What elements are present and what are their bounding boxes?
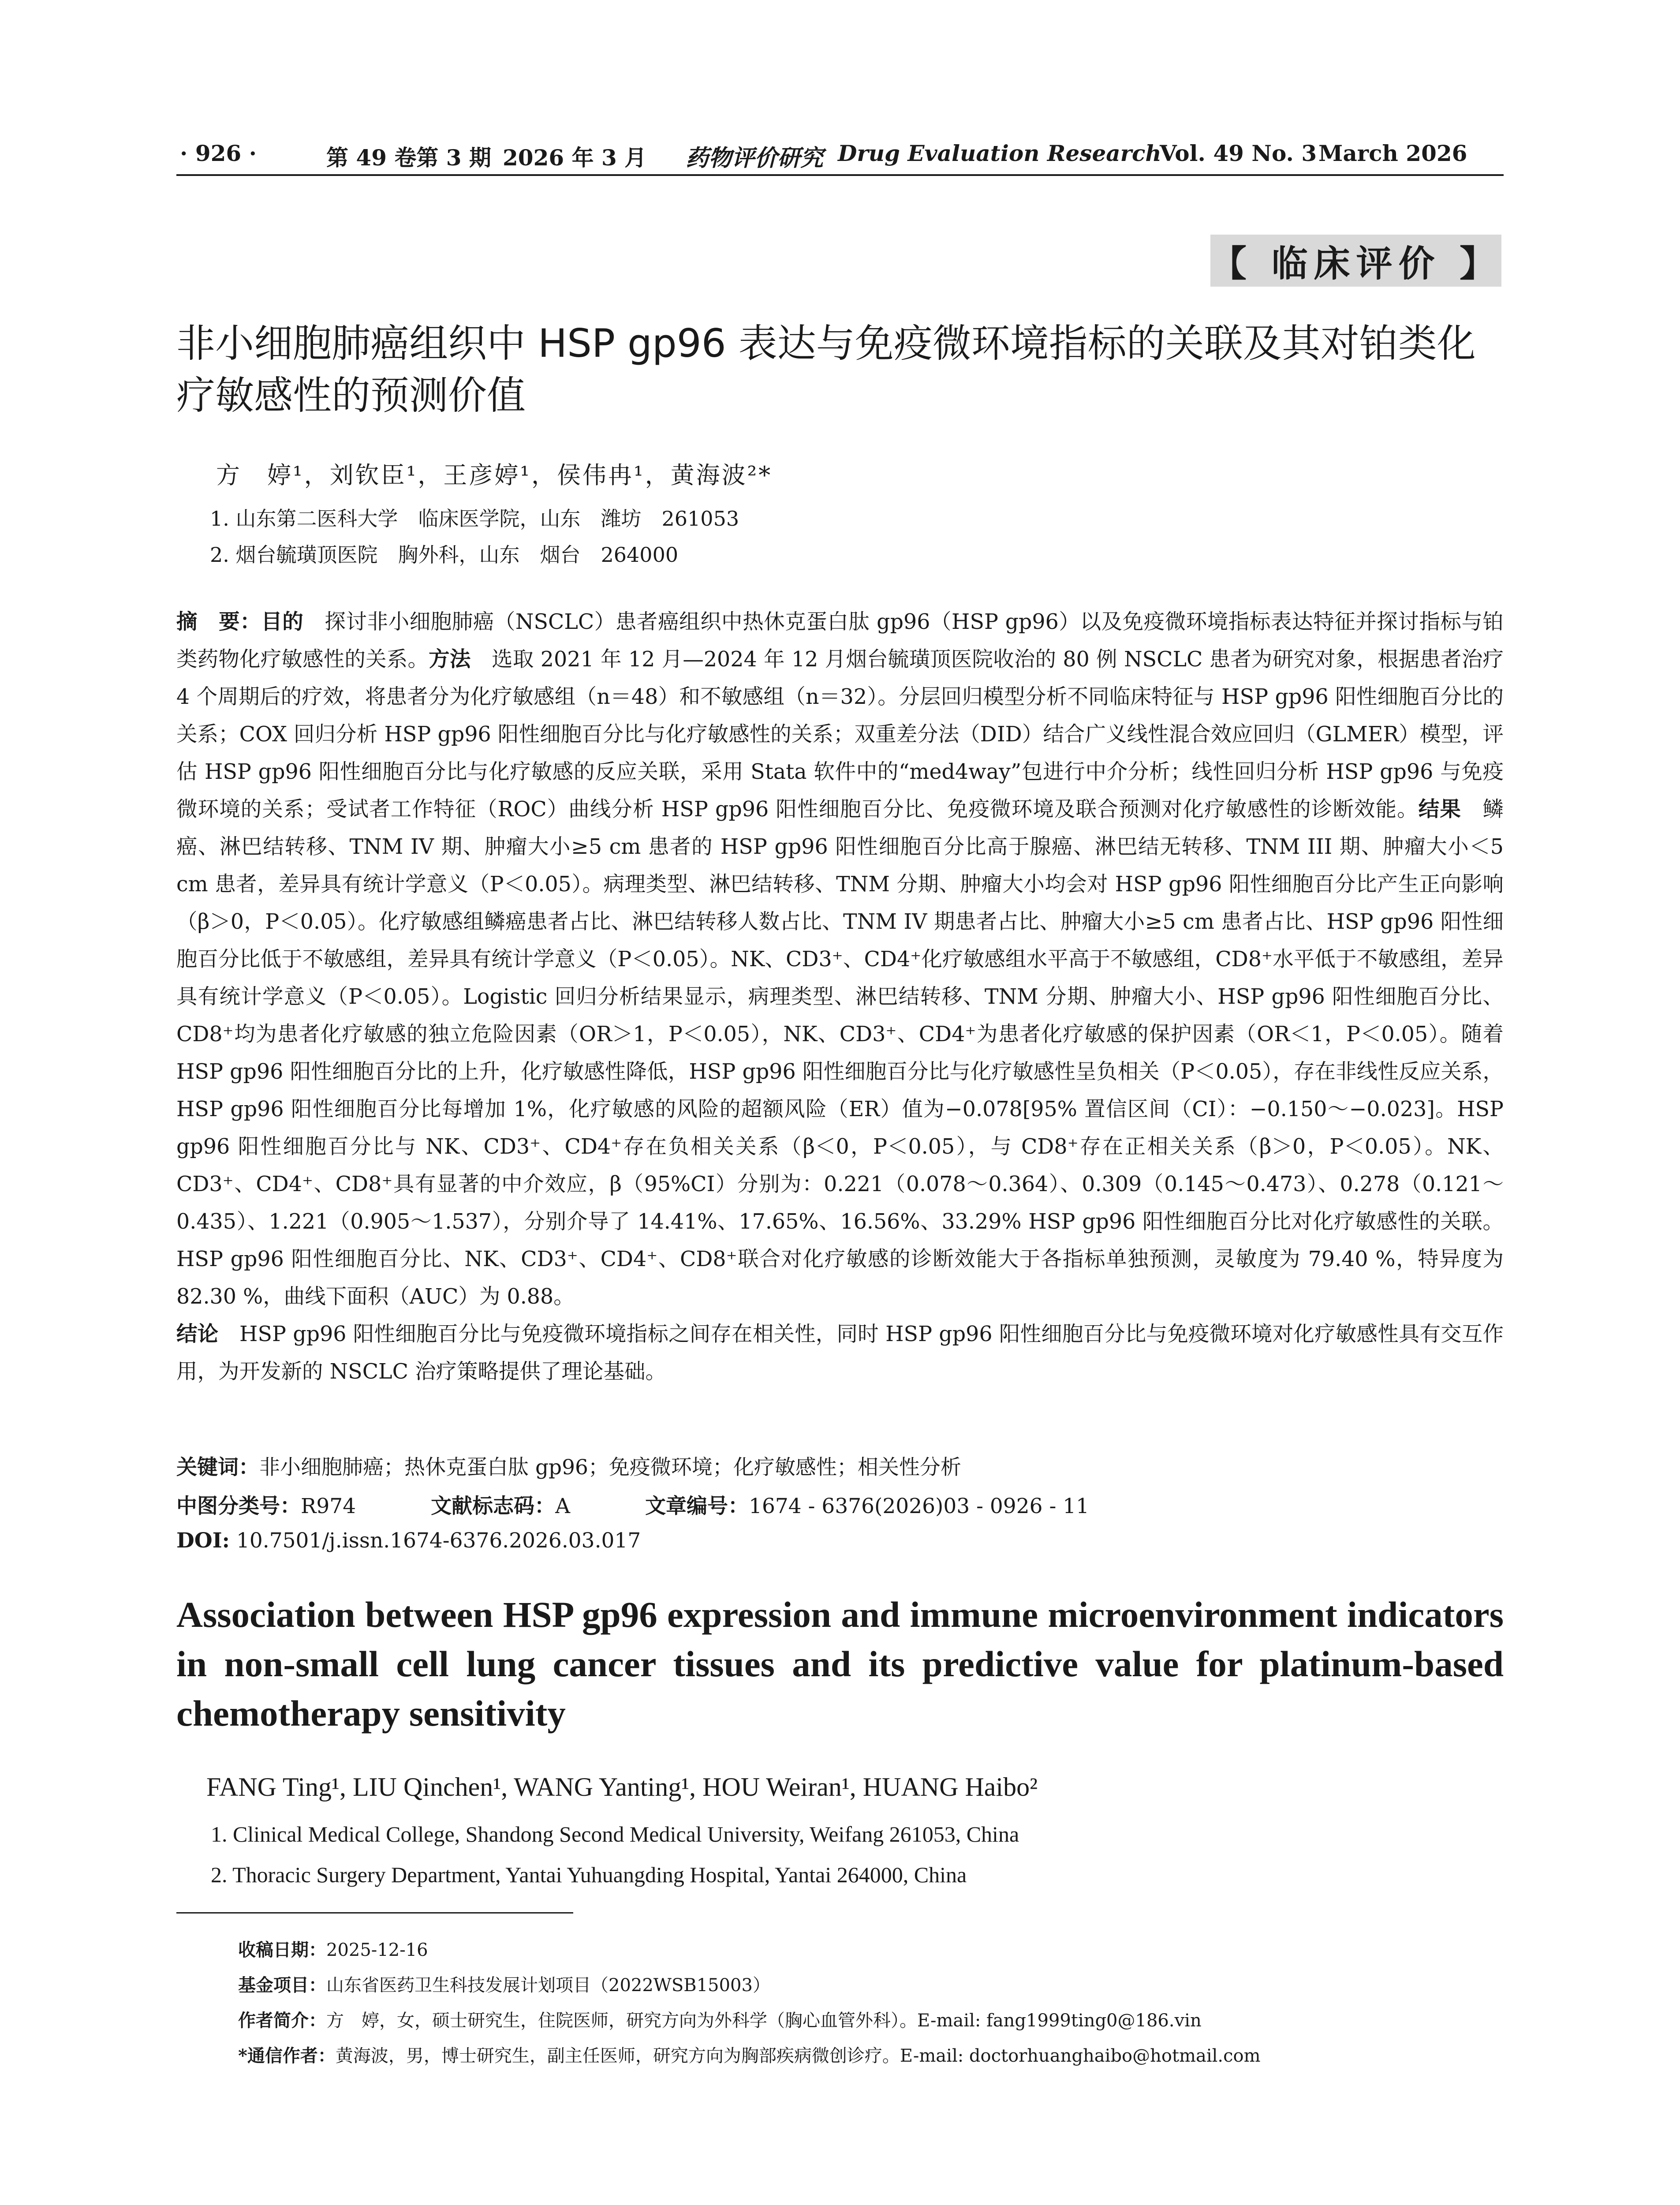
footnote-corresponding — [238, 2042, 1261, 2067]
footnote-fund — [238, 1971, 770, 1996]
abstract-label: 摘 要： — [176, 609, 261, 634]
article-no-value: 1674 - 6376(2026)03 - 0926 - 11 — [749, 1494, 1090, 1518]
doi — [176, 1529, 641, 1553]
conclusion-label: 结论 — [176, 1322, 219, 1346]
keywords-value: 非小细胞肺癌；热休克蛋白肽 gp96；免疫微环境；化疗敏感性；相关性分析 — [259, 1455, 961, 1480]
footnote-received — [238, 1936, 428, 1961]
fund-label: 基金项目： — [238, 1975, 326, 1996]
corr-label: *通信作者： — [238, 2045, 336, 2066]
header-volume-cn: 第 49 卷第 3 期 — [326, 145, 491, 171]
title-cn: 非小细胞肺癌组织中 HSP gp96 表达与免疫微环境指标的关联及其对铂类化疗敏感性的预测价值 — [176, 321, 1476, 418]
article-no-label: 文章编号： — [645, 1494, 749, 1518]
journal-logo: 药物评价研究 — [686, 145, 824, 172]
doi-value[interactable]: 10.7501/j.issn.1674-6376.2026.03.017 — [230, 1529, 641, 1553]
title-en: Association between HSP gp96 expression and immune microenvironment indicators in non-small cell lung cancer tissues and its predictive value for platinum-based chemotherapy sensitivity — [176, 1594, 1504, 1734]
fund-value: 山东省医药卫生科技发展计划项目（2022WSB15003） — [326, 1975, 770, 1996]
corr-value: 黄海波，男，博士研究生，副主任医师，研究方向为胸部疾病微创诊疗。E-mail: doctorhuanghaibo@hotmail.com — [335, 2046, 1261, 2066]
section-tag: 【 临床评价 】 — [1210, 235, 1501, 287]
methods-text: 选取 2021 年 12 月—2024 年 12 月烟台毓璜顶医院收治的 80 例 NSCLC 患者为研究对象，根据患者治疗 4 个周期后的疗效，将患者分为化疗敏感组（n＝48）和不敏感组（n＝32）。分层回归模型分析不同临床特征与 HSP gp96 阳性细胞百分比的关系；COX 回归分析 HSP gp96 阳性细胞百分比与化疗敏感性的关系；双重差分法（DID）结合广义线性混合效应回归（GLMER）模型，评估 HSP gp96 阳性细胞百分比与化疗敏感的反应关联，采用 Stata 软件中的“med4way”包进行中介分析；线性回归分析 HSP gp96 与免疫微环境的关系；受试者工作特征（ROC）曲线分析 HSP gp96 阳性细胞百分比、免疫微环境及联合预测对化疗敏感性的诊断效能。 — [176, 647, 1504, 822]
keywords — [176, 1451, 961, 1480]
authors-cn: 方 婷¹，刘钦臣¹，王彦婷¹，侯伟冉¹，黄海波²* — [216, 461, 773, 489]
objective-label: 目的 — [261, 609, 304, 634]
authors-en: FANG Ting¹, LIU Qinchen¹, WANG Yanting¹, HOU Weiran¹, HUANG Haibo² — [206, 1772, 1038, 1801]
affiliation-cn-1: 1. 山东第二医科大学 临床医学院，山东 潍坊 261053 — [210, 507, 739, 531]
keywords-label: 关键词： — [176, 1455, 259, 1480]
clc-value: R974 — [301, 1494, 356, 1518]
author-label: 作者简介： — [238, 2010, 326, 2031]
clc-label: 中图分类号： — [176, 1494, 301, 1518]
affiliation-en-1: 1. Clinical Medical College, Shandong Second Medical University, Weifang 261053, China — [211, 1822, 1019, 1846]
conclusion-text: HSP gp96 阳性细胞百分比与免疫微环境指标之间存在相关性，同时 HSP gp96 阳性细胞百分比与免疫微环境对化疗敏感性具有交互作用，为开发新的 NSCLC 治疗策略提供了理论基础。 — [176, 1322, 1504, 1384]
results-label: 结果 — [1418, 797, 1461, 822]
received-label: 收稿日期： — [238, 1940, 326, 1960]
footnote-rule — [176, 1912, 573, 1913]
methods-label: 方法 — [429, 647, 471, 672]
results-text: 鳞癌、淋巴结转移、TNM IV 期、肿瘤大小≥5 cm 患者的 HSP gp96 阳性细胞百分比高于腺癌、淋巴结无转移、TNM III 期、肿瘤大小＜5 cm 患者，差异具有统计学意义（P＜0.05）。病理类型、淋巴结转移、TNM 分期、肿瘤大小均会对 HSP gp96 阳性细胞百分比产生正向影响（β＞0，P＜0.05）。化疗敏感组鳞癌患者占比、淋巴结转移人数占比、TNM IV 期患者占比、肿瘤大小≥5 cm 患者占比、HSP gp96 阳性细胞百分比低于不敏感组，差异具有统计学意义（P＜0.05）。NK、CD3⁺、CD4⁺化疗敏感组水平高于不敏感组，CD8⁺水平低于不敏感组，差异具有统计学意义（P＜0.05）。Logistic 回归分析结果显示，病理类型、淋巴结转移、TNM 分期、肿瘤大小、HSP gp96 阳性细胞百分比、CD8⁺均为患者化疗敏感的独立危险因素（OR＞1，P＜0.05），NK、CD3⁺、CD4⁺为患者化疗敏感的保护因素（OR＜1，P＜0.05）。随着 HSP gp96 阳性细胞百分比的上升，化疗敏感性降低，HSP gp96 阳性细胞百分比与化疗敏感性呈负相关（P＜0.05），存在非线性反应关系，HSP gp96 阳性细胞百分比每增加 1%，化疗敏感的风险的超额风险（ER）值为−0.078[95% 置信区间（CI）：−0.150～−0.023]。HSP gp96 阳性细胞百分比与 NK、CD3⁺、CD4⁺存在负相关关系（β＜0，P＜0.05），与 CD8⁺存在正相关关系（β＞0，P＜0.05）。NK、CD3⁺、CD4⁺、CD8⁺具有显著的中介效应，β（95%CI）分别为：0.221（0.078～0.364）、0.309（0.145～0.473）、0.278（0.121～0.435）、1.221（0.905～1.537），分别介导了 14.41%、17.65%、16.56%、33.29% HSP gp96 阳性细胞百分比对化疗敏感性的关联。HSP gp96 阳性细胞百分比、NK、CD3⁺、CD4⁺、CD8⁺联合对化疗敏感的诊断效能大于各指标单独预测，灵敏度为 79.40 %，特异度为 82.30 %，曲线下面积（AUC）为 0.88。 — [176, 797, 1504, 1309]
author-value: 方 婷，女，硕士研究生，住院医师，研究方向为外科学（胸心血管外科）。E-mail: fang1999ting0@186.vin — [326, 2011, 1202, 2031]
affiliation-en-2: 2. Thoracic Surgery Department, Yantai Yuhuangding Hospital, Yantai 264000, China — [211, 1862, 967, 1887]
header-date-en: March 2026 — [1318, 140, 1467, 166]
header-volume-en: Vol. 49 No. 3 — [1160, 140, 1317, 166]
header-rule — [176, 174, 1504, 176]
page-number: · 926 · — [180, 140, 257, 166]
header-date-cn: 2026 年 3 月 — [503, 145, 647, 171]
doc-code-label: 文献标志码： — [431, 1494, 556, 1518]
objective-text: 探讨非小细胞肺癌（NSCLC）患者癌组织中热休克蛋白肽 gp96（HSP gp96）以及免疫微环境指标表达特征并探讨指标与铂类药物化疗敏感性的关系。 — [176, 610, 1504, 672]
affiliation-cn-2: 2. 烟台毓璜顶医院 胸外科，山东 烟台 264000 — [210, 543, 679, 567]
doi-label: DOI: — [176, 1529, 230, 1553]
journal-name-en: Drug Evaluation Research — [838, 140, 1161, 166]
abstract — [176, 603, 1504, 1390]
received-value: 2025-12-16 — [326, 1940, 428, 1960]
doc-code-value: A — [555, 1494, 571, 1518]
footnote-author — [238, 2007, 1202, 2032]
classification — [176, 1490, 1089, 1519]
